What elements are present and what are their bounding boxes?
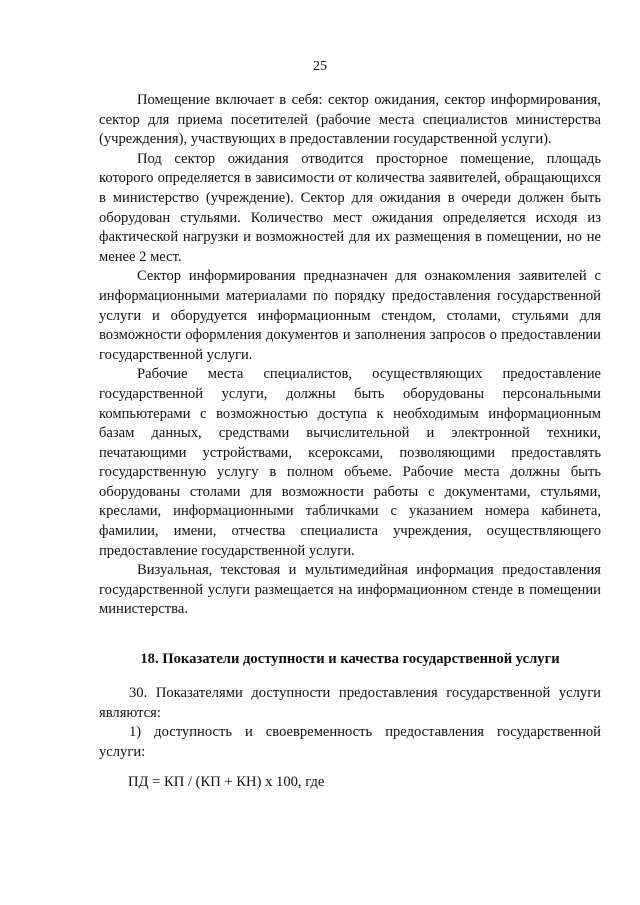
paragraph-availability: 1) доступность и своевременность предоставления государственной услуги: [99, 724, 601, 760]
paragraph-workplaces: Рабочие места специалистов, осуществляющих предоставление государственной услуги, должны быть оборудованы персональными компьютерами с возможностью доступа к необходимым информационным базам данных, средствами вычислительной и электронной техники, печатающими устройствами, ксероксами, позволяющими предоставлять государственную услугу в полном объеме. Рабочие места должны быть оборудованы столами для возможности работы с документами, стульями, креслами, информационными табличками с указанием номера кабинета, фамилии, имени, отчества специалиста учреждения, осуществляющего предоставление государственной услуги. [99, 366, 601, 559]
paragraph-waiting-sector: Под сектор ожидания отводится просторное помещение, площадь которого определяется в зависимости от количества заявителей, обращающихся в министерство (учреждение). Сектор для ожидания в очереди должен быть оборудован стульями. Количество мест ожидания определяется исходя из фактической нагрузки и возможностей для их размещения в помещении, но не менее 2 мест. [99, 150, 601, 265]
page-number: 25 [313, 59, 327, 74]
paragraph-visual-information: Визуальная, текстовая и мультимедийная информация предоставления государственной услуги размещается на информационном стенде в помещении министерства. [99, 562, 601, 618]
paragraph-information-sector: Сектор информирования предназначен для ознакомления заявителей с информационными материалами по порядку предоставления государственной услуги и оборудуется информационным стендом, столами, стульями для возможности оформления документов и заполнения запросов о предоставлении государственной услуги. [99, 268, 601, 363]
paragraph-indicators: 30. Показателями доступности предоставления государственной услуги являются: [99, 685, 601, 721]
lower-text [99, 684, 601, 762]
formula: ПД = КП / (КП + КН) х 100, где [128, 774, 325, 790]
body-text [99, 91, 601, 620]
paragraph-premises: Помещение включает в себя: сектор ожидания, сектор информирования, сектор для приема посетителей (рабочие места специалистов министерства (учреждения), участвующих в предоставлении государственной услуги). [99, 92, 601, 148]
section-heading: 18. Показатели доступности и качества государственной услуги [140, 651, 560, 667]
